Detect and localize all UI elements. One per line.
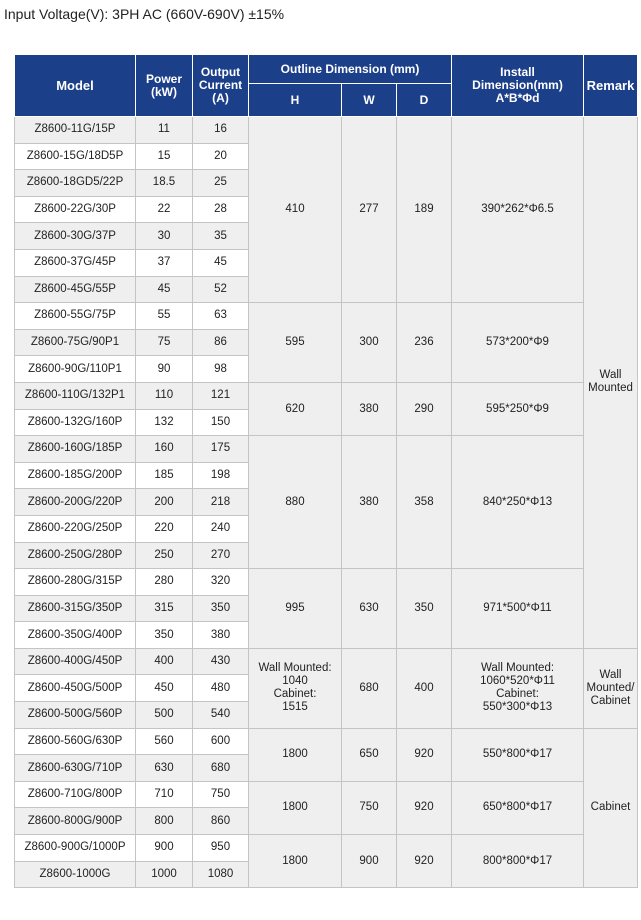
remark-cell: Wall Mounted [584, 117, 638, 649]
current-cell: 540 [193, 702, 249, 729]
current-cell: 680 [193, 755, 249, 782]
power-cell: 710 [136, 781, 193, 808]
power-cell: 800 [136, 808, 193, 835]
current-cell: 218 [193, 489, 249, 516]
install-dimension-cell: 800*800*Φ17 [452, 835, 584, 888]
model-cell: Z8600-132G/160P [15, 409, 136, 436]
model-cell: Z8600-280G/315P [15, 569, 136, 596]
power-cell: 45 [136, 276, 193, 303]
depth-cell: 358 [397, 436, 452, 569]
power-cell: 30 [136, 223, 193, 250]
width-cell: 300 [342, 303, 397, 383]
power-cell: 15 [136, 143, 193, 170]
power-cell: 110 [136, 382, 193, 409]
model-cell: Z8600-110G/132P1 [15, 382, 136, 409]
depth-cell: 400 [397, 648, 452, 728]
model-cell: Z8600-37G/45P [15, 249, 136, 276]
width-cell: 630 [342, 569, 397, 649]
current-cell: 150 [193, 409, 249, 436]
remark-cell: Wall Mounted/ Cabinet [584, 648, 638, 728]
model-cell: Z8600-22G/30P [15, 196, 136, 223]
model-cell: Z8600-18GD5/22P [15, 170, 136, 197]
model-cell: Z8600-315G/350P [15, 595, 136, 622]
depth-cell: 236 [397, 303, 452, 383]
model-cell: Z8600-160G/185P [15, 436, 136, 463]
width-cell: 680 [342, 648, 397, 728]
table-row [15, 781, 638, 808]
model-cell: Z8600-185G/200P [15, 462, 136, 489]
spec-table [14, 54, 638, 888]
install-dimension-cell: Wall Mounted: 1060*520*Φ11 Cabinet: 550*300*Φ13 [452, 648, 584, 728]
width-cell: 380 [342, 436, 397, 569]
width-cell: 380 [342, 382, 397, 435]
install-dimension-cell: 573*200*Φ9 [452, 303, 584, 383]
current-cell: 98 [193, 356, 249, 383]
current-cell: 28 [193, 196, 249, 223]
height-cell: Wall Mounted: 1040 Cabinet: 1515 [249, 648, 342, 728]
column-header-power: Power (kW) [136, 55, 193, 117]
power-cell: 560 [136, 728, 193, 755]
power-cell: 90 [136, 356, 193, 383]
depth-cell: 290 [397, 382, 452, 435]
table-row [15, 382, 638, 409]
power-cell: 900 [136, 835, 193, 862]
height-cell: 595 [249, 303, 342, 383]
width-cell: 277 [342, 117, 397, 303]
column-header-d: D [397, 84, 452, 117]
current-cell: 16 [193, 117, 249, 144]
current-cell: 1080 [193, 861, 249, 888]
current-cell: 86 [193, 329, 249, 356]
power-cell: 55 [136, 303, 193, 330]
height-cell: 880 [249, 436, 342, 569]
height-cell: 1800 [249, 728, 342, 781]
width-cell: 750 [342, 781, 397, 834]
install-dimension-cell: 840*250*Φ13 [452, 436, 584, 569]
model-cell: Z8600-450G/500P [15, 675, 136, 702]
table-row [15, 117, 638, 144]
current-cell: 240 [193, 515, 249, 542]
model-cell: Z8600-350G/400P [15, 622, 136, 649]
height-cell: 995 [249, 569, 342, 649]
current-cell: 430 [193, 648, 249, 675]
model-cell: Z8600-800G/900P [15, 808, 136, 835]
power-cell: 160 [136, 436, 193, 463]
current-cell: 350 [193, 595, 249, 622]
model-cell: Z8600-250G/280P [15, 542, 136, 569]
current-cell: 480 [193, 675, 249, 702]
height-cell: 1800 [249, 835, 342, 888]
current-cell: 25 [193, 170, 249, 197]
current-cell: 52 [193, 276, 249, 303]
current-cell: 860 [193, 808, 249, 835]
column-header-remark: Remark [584, 55, 638, 117]
install-dimension-cell: 650*800*Φ17 [452, 781, 584, 834]
current-cell: 380 [193, 622, 249, 649]
model-cell: Z8600-30G/37P [15, 223, 136, 250]
column-header-install-dimension: Install Dimension(mm) A*B*Φd [452, 55, 584, 117]
current-cell: 320 [193, 569, 249, 596]
model-cell: Z8600-630G/710P [15, 755, 136, 782]
remark-cell: Cabinet [584, 728, 638, 888]
model-cell: Z8600-710G/800P [15, 781, 136, 808]
column-header-outline-dimension: Outline Dimension (mm) [249, 55, 452, 84]
width-cell: 900 [342, 835, 397, 888]
power-cell: 220 [136, 515, 193, 542]
column-header-h: H [249, 84, 342, 117]
height-cell: 1800 [249, 781, 342, 834]
model-cell: Z8600-90G/110P1 [15, 356, 136, 383]
table-row [15, 303, 638, 330]
table-row [15, 648, 638, 675]
power-cell: 400 [136, 648, 193, 675]
model-cell: Z8600-400G/450P [15, 648, 136, 675]
column-header-model: Model [15, 55, 136, 117]
power-cell: 75 [136, 329, 193, 356]
power-cell: 350 [136, 622, 193, 649]
model-cell: Z8600-200G/220P [15, 489, 136, 516]
model-cell: Z8600-75G/90P1 [15, 329, 136, 356]
depth-cell: 920 [397, 728, 452, 781]
current-cell: 45 [193, 249, 249, 276]
current-cell: 198 [193, 462, 249, 489]
column-header-w: W [342, 84, 397, 117]
table-row [15, 728, 638, 755]
current-cell: 35 [193, 223, 249, 250]
power-cell: 37 [136, 249, 193, 276]
power-cell: 315 [136, 595, 193, 622]
power-cell: 11 [136, 117, 193, 144]
model-cell: Z8600-500G/560P [15, 702, 136, 729]
depth-cell: 189 [397, 117, 452, 303]
model-cell: Z8600-15G/18D5P [15, 143, 136, 170]
install-dimension-cell: 390*262*Φ6.5 [452, 117, 584, 303]
depth-cell: 350 [397, 569, 452, 649]
install-dimension-cell: 550*800*Φ17 [452, 728, 584, 781]
install-dimension-cell: 971*500*Φ11 [452, 569, 584, 649]
width-cell: 650 [342, 728, 397, 781]
input-voltage-heading: Input Voltage(V): 3PH AC (660V-690V) ±15% [4, 6, 285, 22]
model-cell: Z8600-45G/55P [15, 276, 136, 303]
current-cell: 121 [193, 382, 249, 409]
current-cell: 270 [193, 542, 249, 569]
table-row [15, 569, 638, 596]
model-cell: Z8600-11G/15P [15, 117, 136, 144]
depth-cell: 920 [397, 781, 452, 834]
power-cell: 280 [136, 569, 193, 596]
power-cell: 1000 [136, 861, 193, 888]
column-header-current: Output Current (A) [193, 55, 249, 117]
power-cell: 630 [136, 755, 193, 782]
power-cell: 500 [136, 702, 193, 729]
current-cell: 950 [193, 835, 249, 862]
current-cell: 750 [193, 781, 249, 808]
model-cell: Z8600-560G/630P [15, 728, 136, 755]
current-cell: 175 [193, 436, 249, 463]
power-cell: 450 [136, 675, 193, 702]
model-cell: Z8600-1000G [15, 861, 136, 888]
table-row [15, 436, 638, 463]
model-cell: Z8600-900G/1000P [15, 835, 136, 862]
install-dimension-cell: 595*250*Φ9 [452, 382, 584, 435]
height-cell: 410 [249, 117, 342, 303]
model-cell: Z8600-55G/75P [15, 303, 136, 330]
current-cell: 600 [193, 728, 249, 755]
power-cell: 250 [136, 542, 193, 569]
power-cell: 22 [136, 196, 193, 223]
depth-cell: 920 [397, 835, 452, 888]
power-cell: 185 [136, 462, 193, 489]
power-cell: 18.5 [136, 170, 193, 197]
table-row [15, 835, 638, 862]
current-cell: 63 [193, 303, 249, 330]
current-cell: 20 [193, 143, 249, 170]
power-cell: 132 [136, 409, 193, 436]
model-cell: Z8600-220G/250P [15, 515, 136, 542]
height-cell: 620 [249, 382, 342, 435]
power-cell: 200 [136, 489, 193, 516]
